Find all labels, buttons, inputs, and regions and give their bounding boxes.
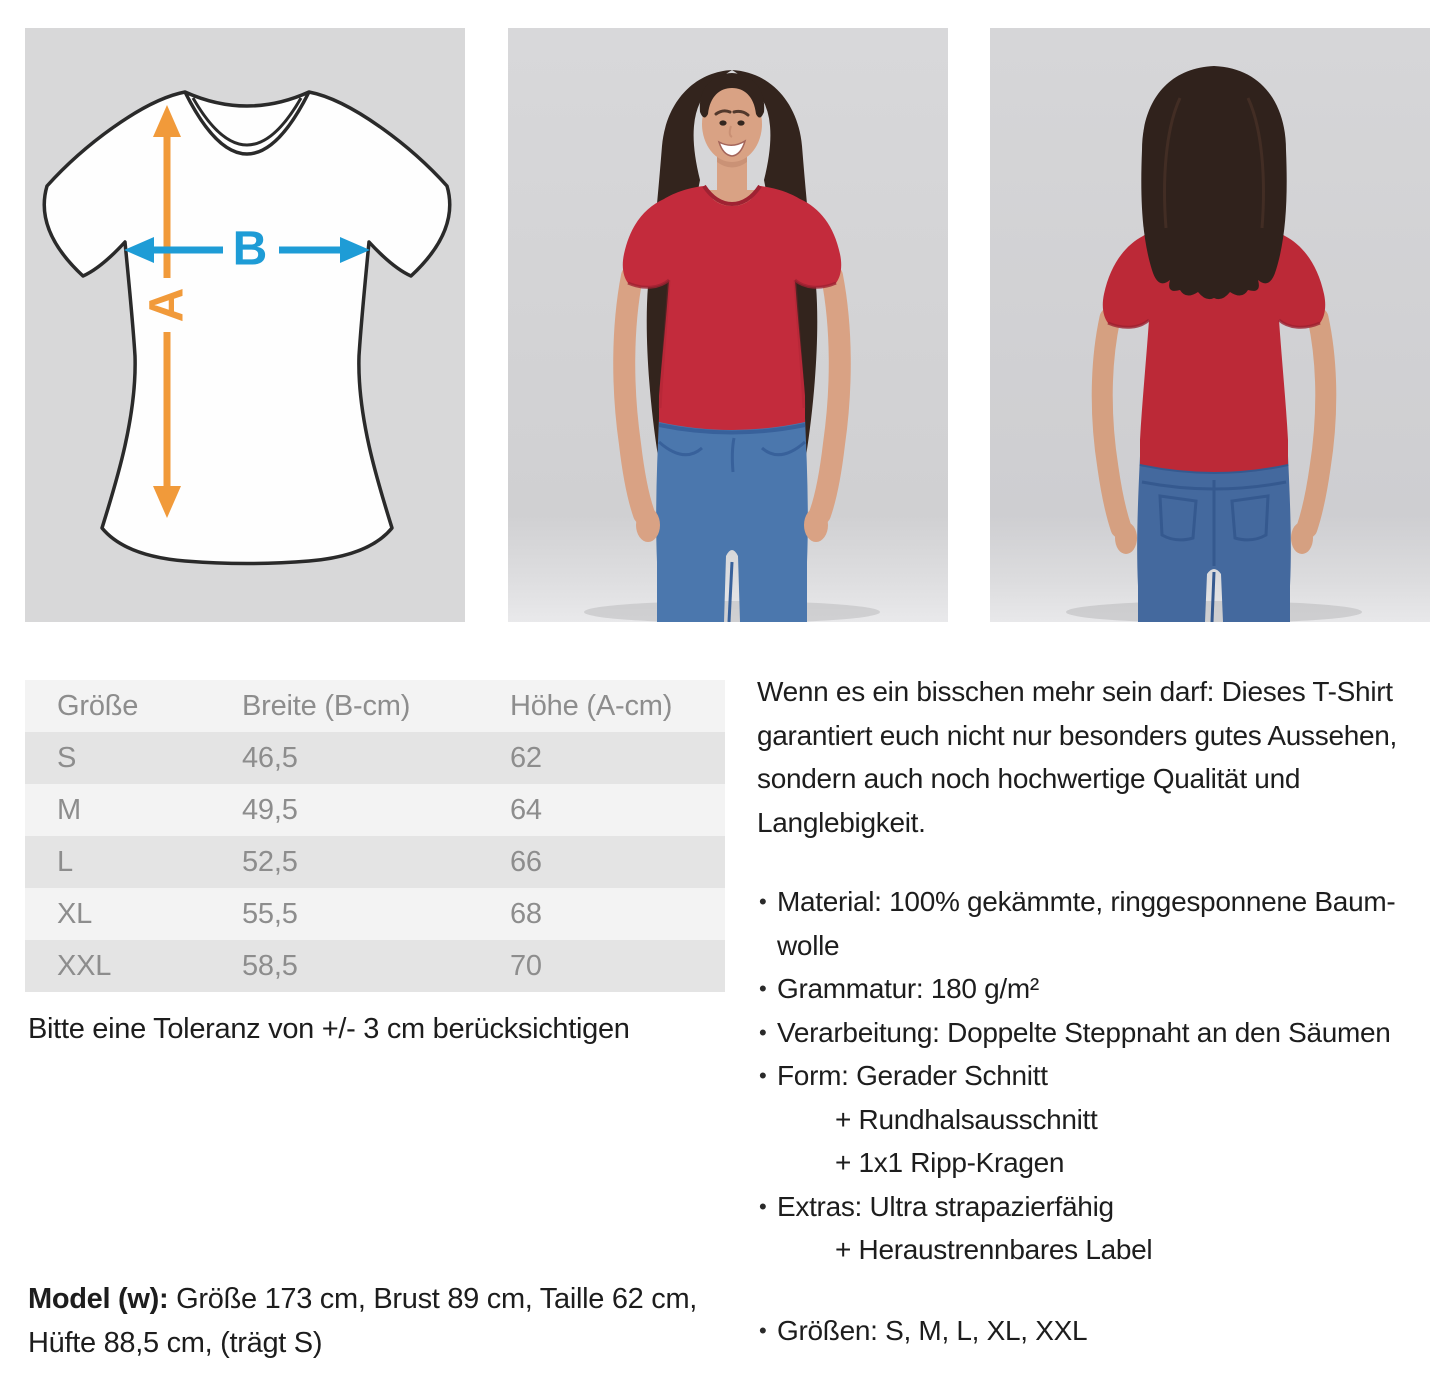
feature-text: Extras: Ultra strapazierfähig xyxy=(777,1190,1114,1222)
cell-width: 49,5 xyxy=(242,793,298,826)
feature-text: Grammatur: 180 g/m² xyxy=(777,973,1039,1004)
column-header-width: Breite (B-cm) xyxy=(242,689,411,722)
size-diagram xyxy=(25,28,465,622)
cell-size: M xyxy=(57,793,81,826)
feature-item xyxy=(757,1054,1445,1185)
cell-height: 70 xyxy=(510,949,542,982)
cell-height: 68 xyxy=(510,897,542,930)
feature-text: Verarbeitung: Doppelte Steppnaht an den Säumen xyxy=(777,1016,1391,1048)
left-hand xyxy=(636,508,660,542)
size-table-row xyxy=(25,836,725,888)
cell-width: 46,5 xyxy=(242,741,298,774)
size-table xyxy=(25,680,725,992)
feature-sub-item: + 1x1 Ripp-Kragen xyxy=(835,1147,1065,1178)
model-info-details: Größe 173 cm, Brust 89 cm, Taille 62 cm, Hüfte 88,5 cm, (trägt S) xyxy=(28,1283,698,1359)
size-table-row xyxy=(25,940,725,992)
model-info-label: Model (w): xyxy=(28,1283,169,1315)
hair-back-view xyxy=(1141,66,1286,299)
right-hand xyxy=(804,508,828,542)
model-info xyxy=(28,1277,733,1365)
cell-height: 66 xyxy=(510,845,542,878)
size-table-row xyxy=(25,888,725,940)
model-back-illustration xyxy=(990,28,1430,622)
cell-size: XL xyxy=(57,897,93,930)
feature-item xyxy=(757,880,1445,967)
column-header-size: Größe xyxy=(57,689,139,722)
model-photo-front xyxy=(508,28,948,622)
model-front-illustration xyxy=(508,28,948,622)
feature-list xyxy=(757,880,1445,1352)
feature-text: Form: Gerader Schnitt xyxy=(777,1060,1048,1091)
right-eye xyxy=(737,120,744,125)
jeans-back xyxy=(1137,456,1291,622)
feature-sub-item: + Rundhalsausschnitt xyxy=(835,1103,1098,1135)
cell-width: 58,5 xyxy=(242,949,298,982)
jeans-fly xyxy=(732,438,734,472)
model-photo-back xyxy=(990,28,1430,622)
left-hand xyxy=(1115,522,1137,554)
feature-text: Größen: S, M, L, XL, XXL xyxy=(777,1314,1088,1346)
label-b: B xyxy=(232,222,268,276)
feature-sub-items xyxy=(777,1098,1445,1185)
feature-item xyxy=(757,1309,1445,1353)
size-table-row xyxy=(25,784,725,836)
cell-size: L xyxy=(57,845,73,878)
cell-width: 55,5 xyxy=(242,897,298,930)
cell-size: XXL xyxy=(57,949,112,982)
cell-height: 64 xyxy=(510,793,542,826)
size-table-row xyxy=(25,732,725,784)
right-hand xyxy=(1291,522,1313,554)
label-a: A xyxy=(140,287,194,323)
cell-height: 62 xyxy=(510,741,542,774)
jeans xyxy=(656,418,808,622)
feature-text: Material: 100% gekämmte, ringgesponnene Baumwolle xyxy=(777,886,1396,961)
feature-sub-items xyxy=(777,1228,1445,1272)
feature-sub-item: + Heraustrennbares Label xyxy=(835,1234,1153,1265)
feature-item xyxy=(757,967,1445,1011)
description-intro: Wenn es ein bisschen mehr sein darf: Dieses T-Shirt garantiert euch nicht nur besonders gutes Aussehen, sondern auch noch hochwertige Qualität und Langlebigkeit. xyxy=(757,676,1398,838)
cell-size: S xyxy=(57,741,77,774)
feature-item xyxy=(757,1185,1445,1272)
column-header-height: Höhe (A-cm) xyxy=(510,689,673,722)
tolerance-note: Bitte eine Toleranz von +/- 3 cm berücksichtigen xyxy=(28,1013,630,1045)
size-table-body xyxy=(25,732,725,992)
tshirt-measurement-illustration xyxy=(25,28,465,622)
size-table-header-row xyxy=(25,680,725,732)
cell-width: 52,5 xyxy=(242,845,298,878)
left-eye xyxy=(719,120,726,125)
feature-item xyxy=(757,1011,1445,1055)
floor-shadow xyxy=(584,601,880,622)
product-description xyxy=(757,670,1445,1352)
